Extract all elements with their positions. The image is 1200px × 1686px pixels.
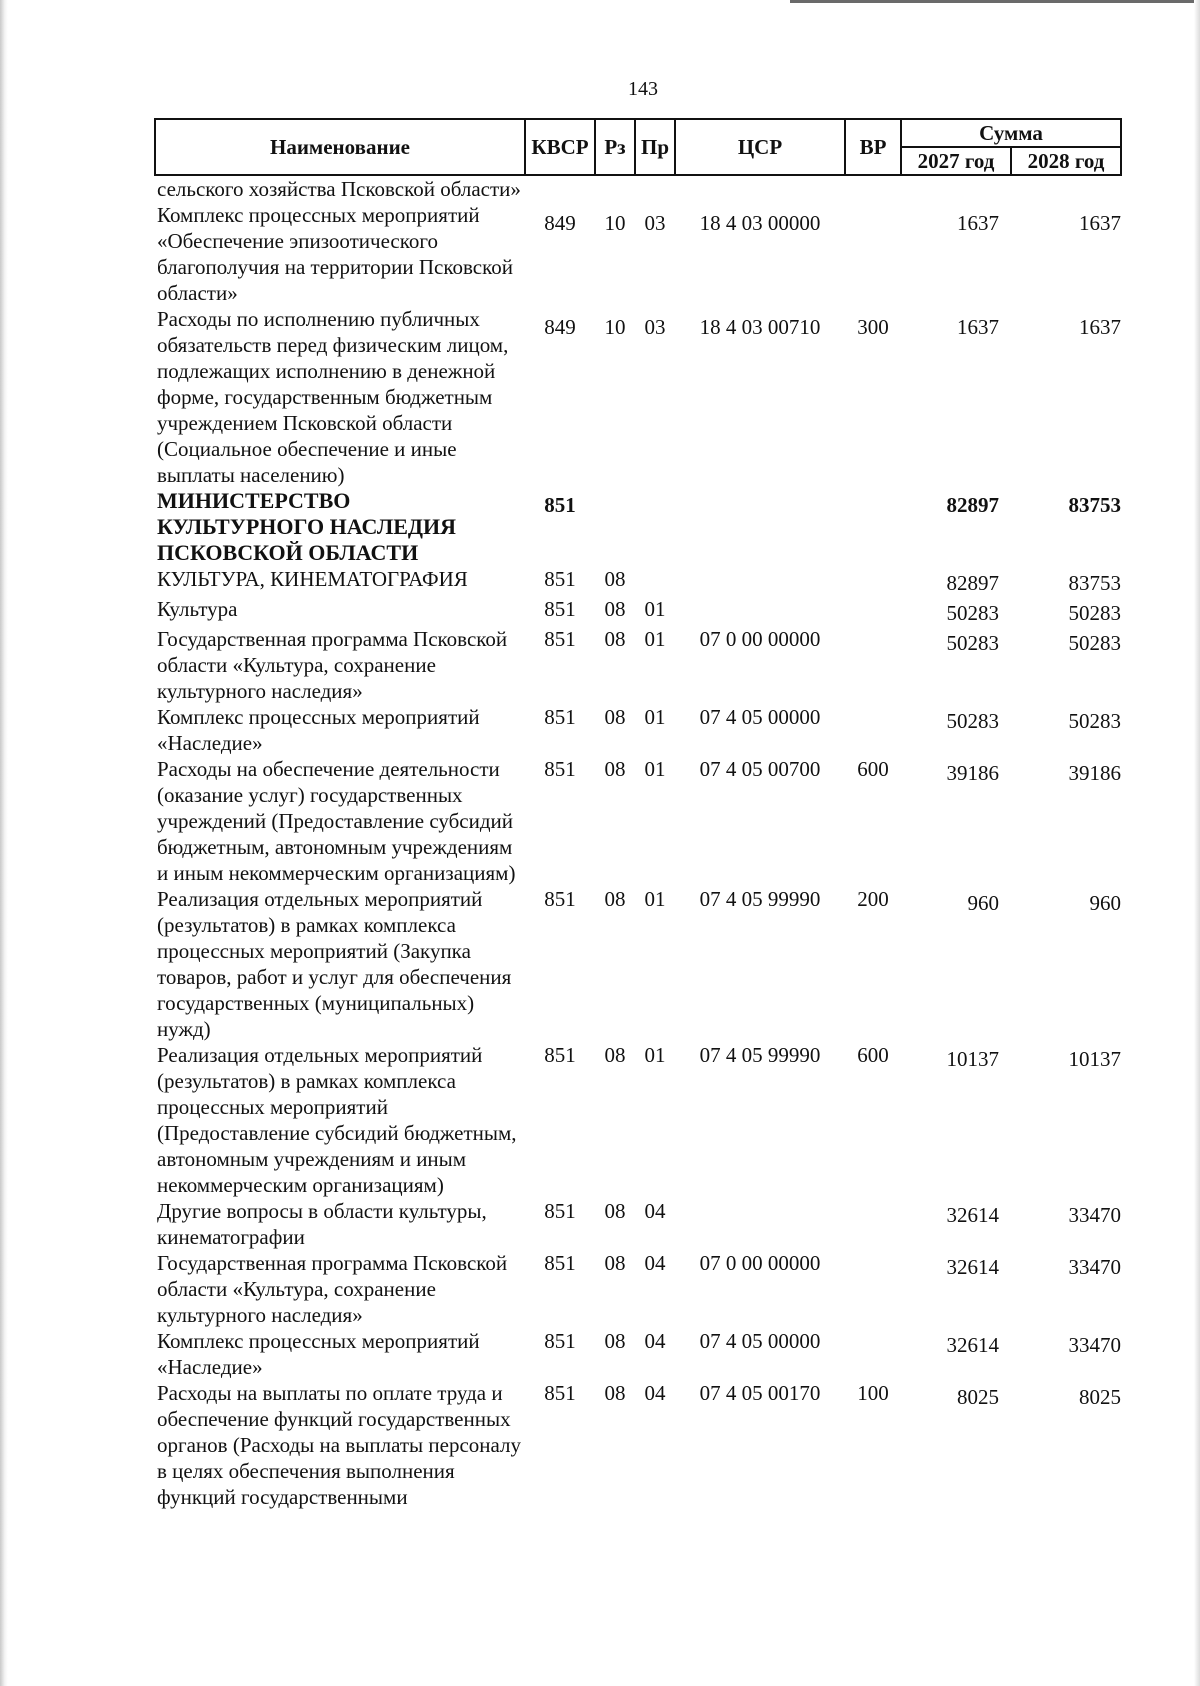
budget-table bbox=[154, 118, 1122, 1510]
cell-pr: 03 bbox=[644, 315, 666, 339]
table-row bbox=[155, 202, 1121, 306]
cell-rz: 08 bbox=[604, 705, 626, 729]
cell-pr: 01 bbox=[644, 757, 666, 781]
cell-sum-2028: 83753 bbox=[1068, 571, 1121, 595]
cell-rz: 08 bbox=[604, 567, 626, 591]
cell-vr bbox=[845, 1198, 901, 1250]
cell-kvsr: 851 bbox=[544, 705, 576, 729]
cell-name: Комплекс процессных мероприятий «Наследие» bbox=[157, 1329, 480, 1379]
cell-csr: 07 4 05 00000 bbox=[699, 705, 821, 729]
cell-name: Расходы на обеспечение деятельности (оказание услуг) государственных учреждений (Предоставление субсидий бюджетным, автономным учреждениям и иным некоммерческим организациям) bbox=[157, 757, 516, 885]
cell-kvsr: 851 bbox=[544, 887, 576, 911]
cell-pr: 01 bbox=[644, 597, 666, 621]
table-row bbox=[155, 175, 1121, 202]
cell-vr bbox=[845, 175, 901, 202]
table-row bbox=[155, 566, 1121, 596]
cell-rz: 10 bbox=[604, 211, 626, 235]
cell-kvsr: 849 bbox=[544, 315, 576, 339]
header-vr: ВР bbox=[845, 119, 901, 175]
cell-name: Расходы по исполнению публичных обязательств перед физическим лицом, подлежащих исполнению в денежной форме, государственным бюджетным учреждением Псковской области (Социальное обеспечение и иные выплаты населению) bbox=[157, 307, 509, 487]
cell-pr: 01 bbox=[644, 627, 666, 651]
cell-vr bbox=[845, 704, 901, 756]
cell-sum-2028: 50283 bbox=[1068, 631, 1121, 655]
cell-sum-2028 bbox=[1011, 175, 1121, 202]
cell-pr bbox=[635, 566, 675, 596]
cell-vr: 300 bbox=[857, 315, 889, 339]
table-row bbox=[155, 306, 1121, 488]
cell-vr: 600 bbox=[857, 757, 889, 781]
cell-sum-2027: 1637 bbox=[957, 211, 999, 235]
header-csr: ЦСР bbox=[675, 119, 845, 175]
table-row bbox=[155, 1042, 1121, 1198]
cell-name: Другие вопросы в области культуры, кинематографии bbox=[157, 1199, 487, 1249]
cell-csr: 18 4 03 00710 bbox=[699, 315, 821, 339]
cell-pr: 03 bbox=[644, 211, 666, 235]
cell-name: МИНИСТЕРСТВО КУЛЬТУРНОГО НАСЛЕДИЯ ПСКОВСКОЙ ОБЛАСТИ bbox=[157, 488, 457, 565]
cell-sum-2028: 33470 bbox=[1068, 1203, 1121, 1227]
cell-rz: 08 bbox=[604, 1381, 626, 1405]
table-body bbox=[155, 175, 1121, 1510]
cell-csr bbox=[675, 488, 845, 566]
cell-rz bbox=[595, 488, 635, 566]
cell-kvsr: 851 bbox=[544, 1043, 576, 1067]
scan-line-top bbox=[790, 0, 1200, 3]
cell-sum-2027: 82897 bbox=[946, 571, 999, 595]
cell-name: КУЛЬТУРА, КИНЕМАТОГРАФИЯ bbox=[157, 567, 468, 591]
cell-sum-2027: 8025 bbox=[957, 1385, 999, 1409]
cell-vr bbox=[845, 626, 901, 704]
table-row bbox=[155, 626, 1121, 704]
table-row bbox=[155, 704, 1121, 756]
cell-csr: 07 4 05 99990 bbox=[699, 887, 821, 911]
cell-kvsr: 851 bbox=[544, 1329, 576, 1353]
cell-sum-2027: 10137 bbox=[946, 1047, 999, 1071]
cell-pr: 01 bbox=[644, 705, 666, 729]
cell-sum-2028: 1637 bbox=[1079, 211, 1121, 235]
cell-sum-2028: 50283 bbox=[1068, 709, 1121, 733]
cell-csr bbox=[675, 1198, 845, 1250]
cell-name: сельского хозяйства Псковской области» bbox=[157, 177, 521, 201]
cell-sum-2028: 33470 bbox=[1068, 1255, 1121, 1279]
cell-pr: 01 bbox=[644, 887, 666, 911]
cell-sum-2027: 82897 bbox=[946, 493, 999, 517]
cell-csr: 07 4 05 00000 bbox=[699, 1329, 821, 1353]
cell-sum-2028: 83753 bbox=[1068, 493, 1121, 517]
table-row bbox=[155, 886, 1121, 1042]
cell-pr: 04 bbox=[644, 1329, 666, 1353]
cell-kvsr: 851 bbox=[544, 493, 576, 517]
cell-vr: 100 bbox=[857, 1381, 889, 1405]
cell-kvsr: 851 bbox=[544, 597, 576, 621]
cell-name: Комплекс процессных мероприятий «Наследие» bbox=[157, 705, 480, 755]
cell-kvsr: 849 bbox=[544, 211, 576, 235]
cell-vr bbox=[845, 1328, 901, 1380]
cell-csr: 07 0 00 00000 bbox=[699, 627, 821, 651]
cell-vr: 200 bbox=[857, 887, 889, 911]
scan-edge-right bbox=[1194, 0, 1200, 1686]
cell-rz: 08 bbox=[604, 1043, 626, 1067]
cell-pr bbox=[635, 175, 675, 202]
cell-sum-2027: 32614 bbox=[946, 1333, 999, 1357]
page-number: 143 bbox=[628, 78, 658, 100]
cell-kvsr: 851 bbox=[544, 1199, 576, 1223]
cell-kvsr: 851 bbox=[544, 567, 576, 591]
cell-pr: 04 bbox=[644, 1251, 666, 1275]
cell-vr bbox=[845, 596, 901, 626]
cell-rz: 08 bbox=[604, 1329, 626, 1353]
cell-sum-2028: 1637 bbox=[1079, 315, 1121, 339]
cell-rz: 08 bbox=[604, 597, 626, 621]
header-kvsr: КВСР bbox=[525, 119, 595, 175]
table-row bbox=[155, 1198, 1121, 1250]
scan-edge-left bbox=[0, 0, 8, 1686]
table-row bbox=[155, 596, 1121, 626]
cell-csr: 07 4 05 00700 bbox=[699, 757, 821, 781]
cell-rz: 08 bbox=[604, 887, 626, 911]
cell-sum-2027: 32614 bbox=[946, 1255, 999, 1279]
table-row bbox=[155, 488, 1121, 566]
cell-csr: 07 4 05 99990 bbox=[699, 1043, 821, 1067]
header-pr: Пр bbox=[635, 119, 675, 175]
cell-sum-2028: 10137 bbox=[1068, 1047, 1121, 1071]
cell-sum-2027: 50283 bbox=[946, 631, 999, 655]
header-sum: Сумма bbox=[901, 119, 1121, 147]
cell-rz: 08 bbox=[604, 627, 626, 651]
cell-sum-2028: 960 bbox=[1089, 891, 1121, 915]
header-year-2027: 2027 год bbox=[901, 147, 1011, 175]
table-header bbox=[155, 119, 1121, 175]
cell-kvsr bbox=[525, 175, 595, 202]
cell-sum-2028: 33470 bbox=[1068, 1333, 1121, 1357]
cell-name: Реализация отдельных мероприятий (результатов) в рамках комплекса процессных мероприятий (Предоставление субсидий бюджетным, автономным учреждениям и иным некоммерческим организациям) bbox=[157, 1043, 517, 1197]
cell-rz: 10 bbox=[604, 315, 626, 339]
cell-csr: 07 4 05 00170 bbox=[699, 1381, 821, 1405]
cell-sum-2027: 960 bbox=[967, 891, 999, 915]
cell-sum-2028: 39186 bbox=[1068, 761, 1121, 785]
cell-sum-2028: 50283 bbox=[1068, 601, 1121, 625]
cell-vr bbox=[845, 202, 901, 306]
cell-csr: 18 4 03 00000 bbox=[699, 211, 821, 235]
header-year-2028: 2028 год bbox=[1011, 147, 1121, 175]
cell-sum-2027 bbox=[901, 175, 1011, 202]
table-row bbox=[155, 1250, 1121, 1328]
cell-rz: 08 bbox=[604, 1199, 626, 1223]
cell-sum-2027: 50283 bbox=[946, 601, 999, 625]
cell-sum-2027: 50283 bbox=[946, 709, 999, 733]
cell-pr: 04 bbox=[644, 1199, 666, 1223]
cell-vr bbox=[845, 1250, 901, 1328]
cell-sum-2027: 32614 bbox=[946, 1203, 999, 1227]
cell-pr bbox=[635, 488, 675, 566]
cell-sum-2028: 8025 bbox=[1079, 1385, 1121, 1409]
cell-name: Расходы на выплаты по оплате труда и обеспечение функций государственных органов (Расходы на выплаты персоналу в целях обеспечения выполнения функций государственными bbox=[157, 1381, 521, 1509]
cell-csr bbox=[675, 596, 845, 626]
cell-name: Государственная программа Псковской области «Культура, сохранение культурного наследия» bbox=[157, 627, 508, 703]
cell-pr: 04 bbox=[644, 1381, 666, 1405]
budget-table-sheet bbox=[154, 118, 1120, 1510]
cell-csr bbox=[675, 566, 845, 596]
cell-kvsr: 851 bbox=[544, 1251, 576, 1275]
cell-sum-2027: 39186 bbox=[946, 761, 999, 785]
cell-vr bbox=[845, 566, 901, 596]
cell-vr bbox=[845, 488, 901, 566]
table-row bbox=[155, 1328, 1121, 1380]
table-row bbox=[155, 1380, 1121, 1510]
cell-csr: 07 0 00 00000 bbox=[699, 1251, 821, 1275]
cell-sum-2027: 1637 bbox=[957, 315, 999, 339]
cell-kvsr: 851 bbox=[544, 757, 576, 781]
cell-csr bbox=[675, 175, 845, 202]
cell-rz: 08 bbox=[604, 757, 626, 781]
cell-vr: 600 bbox=[857, 1043, 889, 1067]
cell-name: Государственная программа Псковской области «Культура, сохранение культурного наследия» bbox=[157, 1251, 508, 1327]
header-name: Наименование bbox=[155, 119, 525, 175]
cell-name: Комплекс процессных мероприятий «Обеспечение эпизоотического благополучия на территории Псковской области» bbox=[157, 203, 513, 305]
cell-name: Культура bbox=[157, 597, 238, 621]
cell-name: Реализация отдельных мероприятий (результатов) в рамках комплекса процессных мероприятий (Закупка товаров, работ и услуг для обеспечения государственных (муниципальных) нужд) bbox=[157, 887, 512, 1041]
table-row bbox=[155, 756, 1121, 886]
header-rz: Рз bbox=[595, 119, 635, 175]
cell-rz bbox=[595, 175, 635, 202]
cell-pr: 01 bbox=[644, 1043, 666, 1067]
cell-kvsr: 851 bbox=[544, 627, 576, 651]
cell-kvsr: 851 bbox=[544, 1381, 576, 1405]
cell-rz: 08 bbox=[604, 1251, 626, 1275]
